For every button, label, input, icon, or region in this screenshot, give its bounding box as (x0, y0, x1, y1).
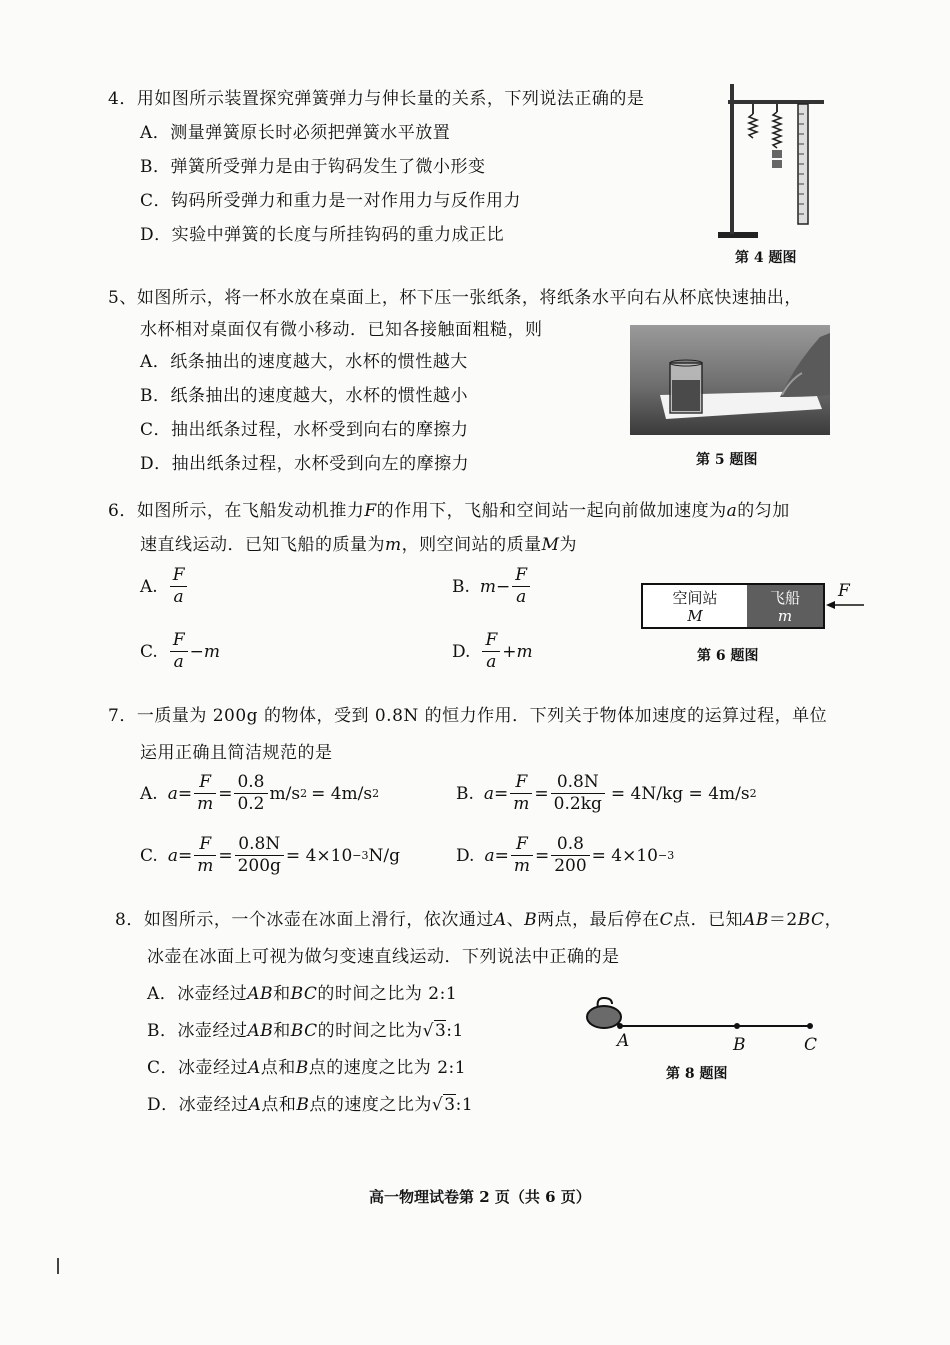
equals: = (534, 783, 549, 804)
ship-mass: m (777, 607, 793, 625)
q6-stem-text: 为 (559, 535, 578, 555)
separator: 、 (506, 910, 525, 930)
q8-option-text: 和 (273, 1021, 291, 1041)
fraction (194, 772, 216, 815)
ship-label: 飞船 (769, 589, 800, 607)
mass-symbol: m (516, 641, 533, 662)
point-a-symbol: A (248, 1058, 261, 1078)
q8-option-c (147, 1053, 466, 1078)
minus-sign: − (496, 576, 511, 597)
denominator: 200 (554, 856, 587, 876)
equals: = (218, 783, 233, 804)
q5-stem-line2: 水杯相对桌面仅有微小移动．已知各接触面粗糙，则 (140, 320, 543, 340)
equals: = (177, 845, 193, 866)
segment-bc: BC (290, 1021, 318, 1041)
numerator: 0.8N (551, 772, 605, 794)
option-label: B. (456, 783, 474, 804)
q8-stem-text: 点．已知 (673, 910, 744, 930)
sqrt-radicand: 3 (444, 1095, 456, 1115)
q4-option-b: B．弹簧所受弹力是由于钩码发生了微小形变 (140, 157, 486, 177)
exponent: 2 (372, 787, 380, 800)
q7-option-b (456, 772, 757, 815)
point-a-symbol: A (248, 1095, 262, 1115)
segment-ab: AB (247, 984, 274, 1004)
station-block (643, 585, 747, 627)
numerator: F (510, 772, 532, 794)
fraction (235, 834, 284, 877)
q8-option-b (147, 1016, 464, 1041)
q4-option-c: C．钩码所受弹力和重力是一对作用力与反作用力 (140, 191, 522, 211)
q6-stem-text: ，则空间站的质量 (401, 535, 542, 555)
fig-point-c: C (804, 1035, 818, 1055)
station-label: 空间站 (672, 589, 718, 607)
denominator: m (513, 856, 530, 876)
q8-option-text: A．冰壶经过 (147, 984, 248, 1004)
result: = 4m/s (311, 783, 373, 804)
q8-option-text: 点和 (260, 1058, 296, 1078)
q7-option-c (140, 834, 400, 877)
numerator: F (511, 834, 533, 856)
unit: N/g (368, 845, 400, 866)
fraction (510, 772, 532, 815)
sqrt-sign: √ (422, 1021, 434, 1041)
option-label: D. (452, 641, 471, 662)
q5-option-b: B．纸条抽出的速度越大，水杯的惯性越小 (140, 386, 468, 406)
q4-stem: 4．用如图所示装置探究弹簧弹力与伸长量的关系，下列说法正确的是 (108, 89, 645, 109)
numerator: F (512, 565, 530, 587)
spring-apparatus-figure (718, 82, 828, 242)
denominator: 0.2kg (553, 794, 602, 814)
q6-option-d (452, 630, 533, 673)
scan-mark (57, 1258, 59, 1274)
point-a-dot (617, 1023, 623, 1029)
fig-point-a: A (617, 1031, 630, 1051)
q5-option-a: A．纸条抽出的速度越大，水杯的惯性越大 (140, 352, 468, 372)
exponent: 2 (749, 787, 757, 800)
option-label: B. (452, 576, 470, 597)
plus-sign: + (502, 641, 517, 662)
unit: m/s (269, 783, 301, 804)
q6-stem-text: 的匀加 (737, 501, 790, 521)
q8-option-text: 的时间之比为 2:1 (317, 984, 458, 1004)
segment-bc: BC (797, 910, 825, 930)
q7-stem-line1: 7．一质量为 200g 的物体，受到 0.8N 的恒力作用．下列关于物体加速度的运算过程，单位 (108, 706, 828, 726)
q6-station-mass-symbol: M (541, 535, 560, 555)
numerator: 0.8 (234, 772, 267, 794)
denominator: a (486, 652, 497, 672)
numerator: 0.8N (235, 834, 284, 856)
option-label: C. (140, 845, 158, 866)
q8-stem-line2: 冰壶在冰面上可视为做匀变速直线运动．下列说法中正确的是 (147, 947, 620, 967)
q8-option-text: 点的速度之比为 (309, 1095, 432, 1115)
q4-option-a: A．测量弹簧原长时必须把弹簧水平放置 (140, 123, 451, 143)
equals: = (177, 783, 193, 804)
option-label: A. (140, 576, 158, 597)
denominator: m (197, 794, 214, 814)
sqrt-radicand: 3 (434, 1021, 447, 1041)
denominator: a (173, 652, 184, 672)
q6-mass-symbol: m (385, 535, 402, 555)
fraction (512, 565, 530, 608)
ratio-tail: :1 (446, 1021, 464, 1041)
q6-stem-text: 6．如图所示，在飞船发动机推力 (108, 501, 365, 521)
q8-option-text: D．冰壶经过 (147, 1095, 249, 1115)
q6-option-b (452, 565, 532, 608)
equals: = (218, 845, 233, 866)
q7-option-d (456, 834, 674, 877)
q7-stem-line2: 运用正确且简洁规范的是 (140, 743, 333, 763)
station-mass: M (687, 607, 703, 625)
exponent: −3 (352, 849, 369, 862)
numerator: F (194, 834, 216, 856)
curling-stone-icon (587, 1006, 621, 1028)
q7-option-a (140, 772, 379, 815)
mass-symbol: m (203, 641, 220, 662)
minus-sign: − (189, 641, 204, 662)
fig-point-b: B (733, 1035, 746, 1055)
numerator: 0.8 (551, 834, 589, 856)
equals: = (494, 845, 509, 866)
sqrt-sign: √ (431, 1095, 444, 1115)
q6-stem-text: 速直线运动．已知飞船的质量为 (140, 535, 385, 555)
q8-option-text: 和 (273, 984, 291, 1004)
accel-symbol: a (167, 845, 178, 866)
exponent: 2 (300, 787, 308, 800)
fraction (194, 834, 216, 877)
point-c-symbol: C (659, 910, 674, 930)
q8-option-text: B．冰壶经过 (147, 1021, 248, 1041)
station-ship-figure (641, 583, 825, 629)
denominator: m (197, 856, 214, 876)
q8-option-a (147, 979, 457, 1004)
q8-stem-text: 两点，最后停在 (537, 910, 660, 930)
option-label: C. (140, 641, 158, 662)
accel-symbol: a (167, 783, 178, 804)
mass-symbol: m (479, 576, 497, 597)
q5-option-c: C．抽出纸条过程，水杯受到向右的摩擦力 (140, 420, 469, 440)
numerator: F (170, 630, 188, 652)
cup-paper-photo (630, 325, 830, 435)
result: = 4×10 (285, 845, 353, 866)
point-c-dot (807, 1023, 813, 1029)
q6-option-c (140, 630, 220, 673)
denominator: a (173, 587, 184, 607)
option-label: A. (140, 783, 158, 804)
q8-stem-text: 8．如图所示，一个冰壶在冰面上滑行，依次通过 (115, 910, 494, 930)
fraction (551, 834, 589, 877)
q5-option-d: D．抽出纸条过程，水杯受到向左的摩擦力 (140, 454, 470, 474)
denominator: m (513, 794, 530, 814)
segment-bc: BC (290, 984, 318, 1004)
point-b-symbol: B (296, 1095, 310, 1115)
q8-stem-line1 (115, 905, 842, 930)
denominator: 200g (237, 856, 281, 876)
point-b-symbol: B (295, 1058, 309, 1078)
result: = 4N/kg = 4m/s (610, 783, 750, 804)
q6-stem-text: 的作用下，飞船和空间站一起向前做加速度为 (376, 501, 727, 521)
q8-caption: 第 8 题图 (666, 1066, 728, 1082)
accel-symbol: a (483, 783, 495, 804)
numerator: F (482, 630, 500, 652)
fraction (511, 834, 533, 877)
q4-option-d: D．实验中弹簧的长度与所挂钩码的重力成正比 (140, 225, 505, 245)
segment-ab: AB (743, 910, 769, 930)
fraction (170, 630, 188, 673)
q8-option-text: C．冰壶经过 (147, 1058, 249, 1078)
q6-option-a (140, 565, 189, 608)
q4-caption: 第 4 题图 (735, 250, 797, 266)
exponent: −3 (658, 849, 675, 862)
equals: = (534, 845, 550, 866)
q6-stem-line1 (108, 496, 790, 521)
point-a-symbol: A (493, 910, 507, 930)
comma: ， (824, 910, 843, 930)
q6-stem-line2 (140, 530, 577, 555)
ship-block (747, 585, 823, 627)
page-footer: 高一物理试卷第 2 页（共 6 页） (369, 1188, 591, 1206)
point-b-dot (734, 1023, 740, 1029)
q6-accel-symbol: a (726, 501, 738, 521)
q6-force-symbol: F (364, 501, 377, 521)
force-label: F (838, 581, 850, 601)
q5-caption: 第 5 题图 (696, 452, 758, 468)
segment-ab: AB (247, 1021, 274, 1041)
q8-option-text: 点和 (261, 1095, 297, 1115)
result: = 4×10 (591, 845, 658, 866)
denominator: 0.2 (237, 794, 265, 814)
equals: = (494, 783, 509, 804)
denominator: a (516, 587, 527, 607)
fraction (234, 772, 267, 815)
fraction (170, 565, 188, 608)
numerator: F (170, 565, 188, 587)
fraction (551, 772, 605, 815)
equals-two: ＝2 (768, 910, 798, 930)
q6-caption: 第 6 题图 (697, 648, 759, 664)
fraction (482, 630, 500, 673)
q8-option-d (147, 1090, 473, 1115)
q8-option-text: 点的速度之比为 2:1 (308, 1058, 467, 1078)
numerator: F (194, 772, 216, 794)
q8-option-text: 的时间之比为 (317, 1021, 423, 1041)
ratio-tail: :1 (455, 1095, 474, 1115)
q5-stem-line1: 5、如图所示，将一杯水放在桌面上，杯下压一张纸条，将纸条水平向右从杯底快速抽出， (108, 288, 802, 308)
option-label: D. (456, 845, 475, 866)
accel-symbol: a (484, 845, 495, 866)
point-b-symbol: B (524, 910, 538, 930)
